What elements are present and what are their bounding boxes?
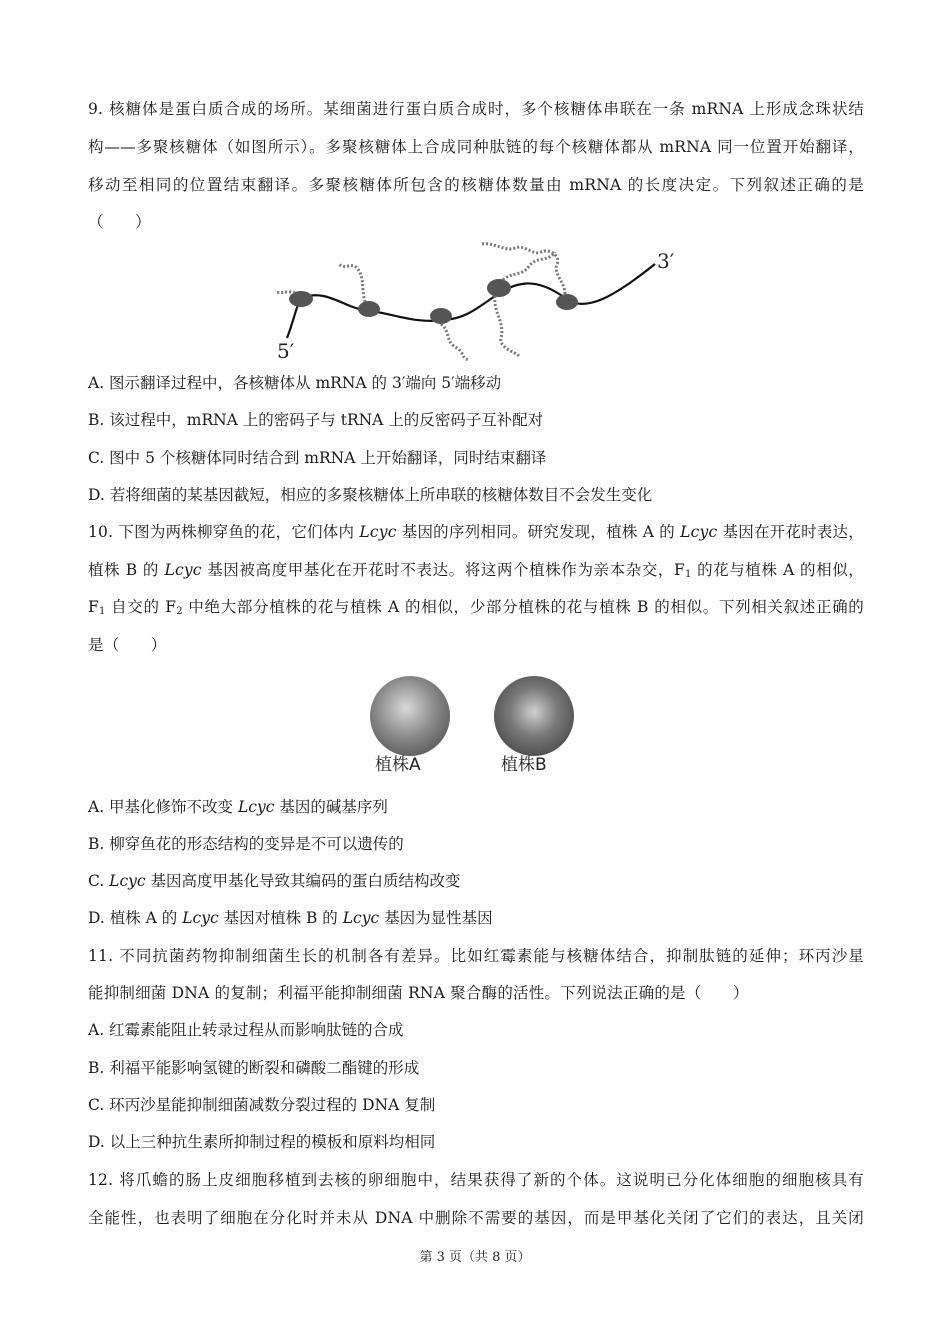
q9-option-b: B. 该过程中，mRNA 上的密码子与 tRNA 上的反密码子互补配对	[88, 411, 544, 429]
q10-option-c: C. Lcyc 基因高度甲基化导致其编码的蛋白质结构改变	[88, 872, 461, 890]
peptide-chain-4	[495, 252, 555, 356]
q11-option-d: D. 以上三种抗生素所抑制过程的模板和原料均相同	[88, 1133, 436, 1151]
peptide-chain-3	[441, 324, 469, 360]
q10-option-a: A. 甲基化修饰不改变 Lcyc 基因的碱基序列	[88, 798, 388, 816]
ribosome-2	[358, 301, 380, 317]
q9-stem-line-3: 移动至相同的位置结束翻译。多聚核糖体所包含的核糖体数量由 mRNA 的长度决定。下列叙述正确的是	[88, 176, 864, 194]
ribosome-4	[487, 279, 511, 297]
plant-a-flower-image	[370, 676, 450, 756]
q11-option-c: C. 环丙沙星能抑制细菌减数分裂过程的 DNA 复制	[88, 1096, 436, 1114]
ribosome-3	[430, 308, 452, 324]
q12-stem-line-2: 全能性，也表明了细胞在分化时并未从 DNA 中删除不需要的基因，而是甲基化关闭了它们的表达，且关闭	[88, 1209, 864, 1227]
q9-answer-bracket: （ ）	[88, 213, 151, 231]
q10-stem-line-1: 10. 下图为两株柳穿鱼的花，它们体内 Lcyc 基因的序列相同。研究发现，植株 A 的 Lcyc 基因在开花时表达，	[88, 523, 864, 541]
ribosome-1	[289, 291, 313, 307]
q11-stem-line-1: 11. 不同抗菌药物抑制细菌生长的机制各有差异。比如红霉素能与核糖体结合，抑制肽链的延伸；环丙沙星	[88, 947, 864, 965]
q9-option-a: A. 图示翻译过程中，各核糖体从 mRNA 的 3′端向 5′端移动	[88, 374, 502, 392]
ribosome-5	[556, 294, 578, 310]
q10-option-d: D. 植株 A 的 Lcyc 基因对植株 B 的 Lcyc 基因为显性基因	[88, 909, 493, 927]
q10-option-b: B. 柳穿鱼花的形态结构的变异是不可以遗传的	[88, 835, 404, 853]
mrna-strand	[287, 264, 655, 338]
q11-stem-line-2: 能抑制细菌 DNA 的复制；利福平能抑制细菌 RNA 聚合酶的活性。下列说法正确的是（ ）	[88, 984, 749, 1002]
plant-b-flower-image	[494, 676, 574, 756]
page-footer: 第 3 页（共 8 页）	[419, 1250, 531, 1265]
polyribosome-figure	[265, 238, 695, 368]
q11-option-a: A. 红霉素能阻止转录过程从而影响肽链的合成	[88, 1021, 404, 1039]
peptide-chain-2	[339, 264, 365, 302]
q9-stem-line-1: 9. 核糖体是蛋白质合成的场所。某细菌进行蛋白质合成时，多个核糖体串联在一条 mRNA 上形成念珠状结	[88, 100, 864, 118]
q10-stem-line-3: $F_1$ 自交的 $F_2$ 中绝大部分植株的花与植株 A 的相似，少部分植株的花与植株 B 的相似。下列相关叙述正确的	[88, 598, 864, 617]
peptide-chain-1	[275, 292, 295, 293]
q9-option-d: D. 若将细菌的某基因截短，相应的多聚核糖体上所串联的核糖体数目不会发生变化	[88, 486, 653, 504]
plant-a-label: 植株A	[375, 755, 421, 775]
q12-stem-line-1: 12. 将爪蟾的肠上皮细胞移植到去核的卵细胞中，结果获得了新的个体。这说明已分化体细胞的细胞核具有	[88, 1171, 864, 1189]
q11-option-b: B. 利福平能影响氢键的断裂和磷酸二酯键的形成	[88, 1059, 420, 1077]
q10-answer-bracket: 是（ ）	[88, 636, 167, 654]
q9-option-c: C. 图中 5 个核糖体同时结合到 mRNA 上开始翻译，同时结束翻译	[88, 449, 547, 467]
q9-stem-line-2: 构——多聚核糖体（如图所示）。多聚核糖体上合成同种肽链的每个核糖体都从 mRNA 同一位置开始翻译，	[88, 138, 864, 156]
plant-b-label: 植株B	[501, 755, 547, 775]
mrna-5-prime-label: 5′	[277, 339, 295, 363]
q10-stem-line-2: 植株 B 的 Lcyc 基因被高度甲基化在开花时不表达。将这两个植株作为亲本杂交，$F_1$ 的花与植株 A 的相似，	[88, 561, 865, 580]
mrna-3-prime-label: 3′	[657, 249, 675, 273]
